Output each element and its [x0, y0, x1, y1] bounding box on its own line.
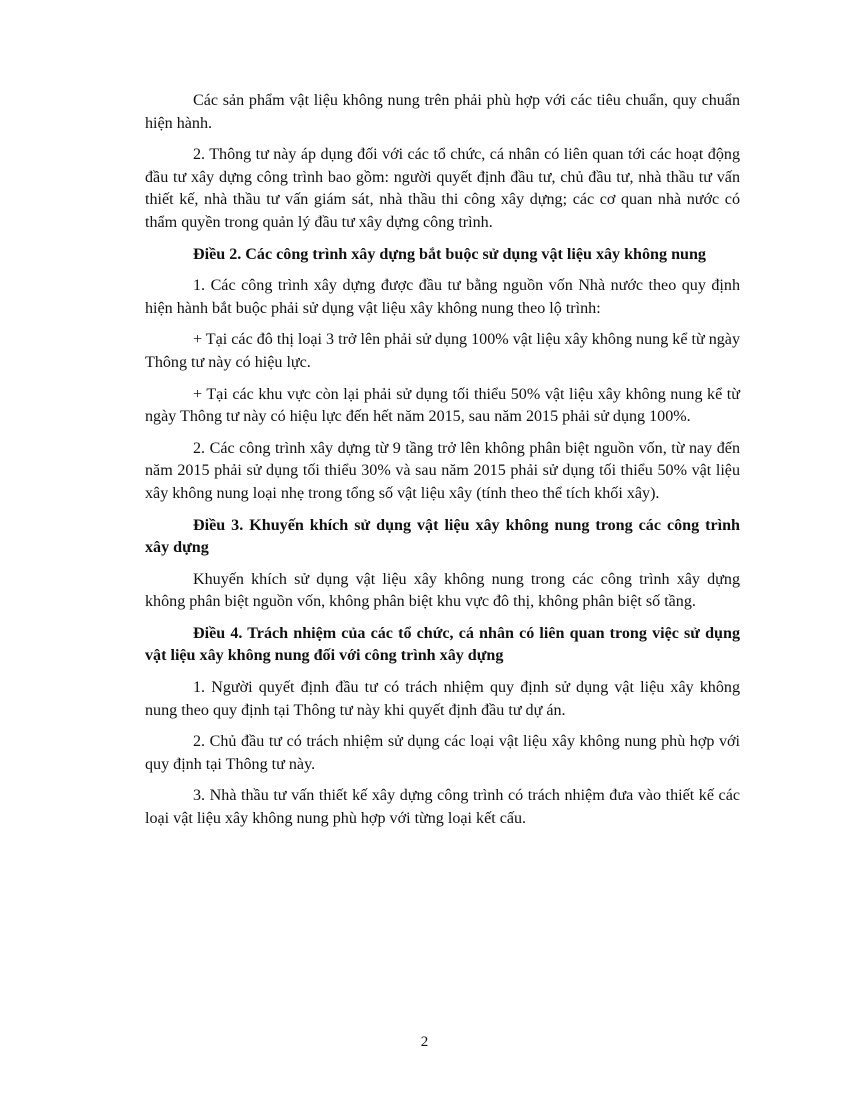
paragraph-article-2-clause-1: 1. Các công trình xây dựng được đầu tư bằng nguồn vốn Nhà nước theo quy định hiện hành bắt buộc phải sử dụng vật liệu xây không nung theo lộ trình:: [145, 277, 740, 317]
paragraph-article-2-clause-2: 2. Các công trình xây dựng từ 9 tầng trở lên không phân biệt nguồn vốn, từ nay đến năm 2015 phải sử dụng tối thiểu 30% và sau năm 2015 phải sử dụng tối thiểu 50% vật liệu xây không nung loại nhẹ trong tổng số vật liệu xây (tính theo thể tích khối xây).: [145, 439, 740, 502]
article-3-heading: Điều 3. Khuyến khích sử dụng vật liệu xây không nung trong các công trình xây dựng: [145, 516, 740, 557]
paragraph-scope: 2. Thông tư này áp dụng đối với các tổ chức, cá nhân có liên quan tới các hoạt động đầu tư xây dựng công trình bao gồm: người quyết định đầu tư, chủ đầu tư, nhà thầu tư vấn thiết kế, nhà thầu tư vấn giám sát, nhà thầu thi công xây dựng; các cơ quan nhà nước có thẩm quyền trong quản lý đầu tư xây dựng công trình.: [145, 146, 740, 231]
paragraph-other-areas-requirement: + Tại các khu vực còn lại phải sử dụng tối thiểu 50% vật liệu xây không nung kể từ ngày Thông tư này có hiệu lực đến hết năm 2015, sau năm 2015 phải sử dụng 100%.: [145, 385, 740, 426]
page-body: [145, 90, 740, 840]
paragraph-article-3-body: Khuyến khích sử dụng vật liệu xây không nung trong các công trình xây dựng không phân biệt nguồn vốn, không phân biệt khu vực đô thị, không phân biệt số tầng.: [145, 570, 740, 611]
article-2-heading: Điều 2. Các công trình xây dựng bắt buộc sử dụng vật liệu xây không nung: [193, 245, 706, 263]
paragraph-article-4-clause-1: 1. Người quyết định đầu tư có trách nhiệm quy định sử dụng vật liệu xây không nung theo quy định tại Thông tư này khi quyết định đầu tư dự án.: [145, 679, 740, 719]
paragraph-article-4-clause-3: 3. Nhà thầu tư vấn thiết kế xây dựng công trình có trách nhiệm đưa vào thiết kế các loại vật liệu xây không nung phù hợp với từng loại kết cấu.: [145, 787, 740, 828]
article-4-heading: Điều 4. Trách nhiệm của các tổ chức, cá nhân có liên quan trong việc sử dụng vật liệu xây không nung đối với công trình xây dựng: [145, 624, 740, 665]
page-number: 2: [420, 1034, 429, 1050]
paragraph-urban-requirement: + Tại các đô thị loại 3 trở lên phải sử dụng 100% vật liệu xây không nung kể từ ngày Thông tư này có hiệu lực.: [145, 331, 740, 371]
paragraph-article-4-clause-2: 2. Chủ đầu tư có trách nhiệm sử dụng các loại vật liệu xây không nung phù hợp với quy định tại Thông tư này.: [145, 733, 740, 773]
paragraph-products-standards: Các sản phẩm vật liệu không nung trên phải phù hợp với các tiêu chuẩn, quy chuẩn hiện hành.: [145, 92, 740, 132]
